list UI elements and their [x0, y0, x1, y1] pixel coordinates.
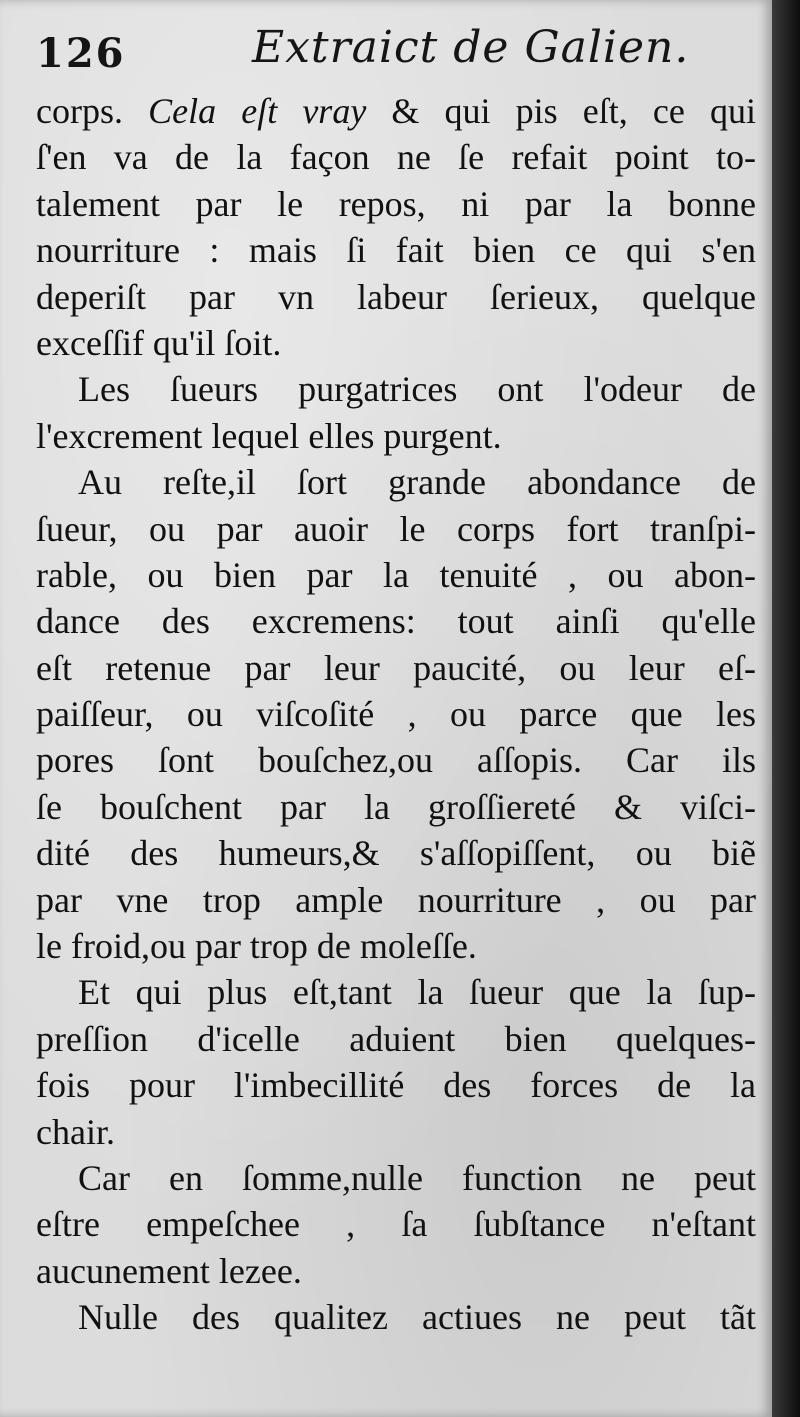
text-line [36, 923, 756, 969]
text-segment: eſt retenue par leur paucité, ou leur eſ- [36, 647, 756, 688]
text-line [36, 737, 756, 783]
text-segment: dance des excremens: tout ainſi qu'elle [36, 601, 756, 642]
text-line [36, 1294, 756, 1340]
italic-segment: Cela eſt vray [148, 91, 367, 131]
text-line [36, 877, 756, 923]
text-line [36, 598, 756, 644]
text-segment: le froid,ou par trop de moleſſe. [36, 926, 477, 967]
text-segment: ſ'en va de la façon ne ſe refait point to- [36, 137, 756, 178]
text-line [36, 552, 756, 598]
text-line [36, 459, 756, 505]
text-line [36, 88, 756, 134]
text-segment: l'excrement lequel elles purgent. [36, 415, 502, 456]
text-segment: Au reſte,il ſort grande abondance de [78, 462, 756, 503]
text-line [36, 1109, 756, 1155]
text-line [36, 506, 756, 552]
text-line [36, 413, 756, 459]
text-line [36, 1248, 756, 1294]
text-segment: preſſion d'icelle aduient bien quelques- [36, 1018, 756, 1059]
text-segment: aucunement lezee. [36, 1250, 302, 1291]
body-text [36, 88, 756, 1341]
text-segment: rable, ou bien par la tenuité , ou abon- [36, 554, 756, 595]
text-line [36, 784, 756, 830]
text-segment: talement par le repos, ni par la bonne [36, 183, 756, 224]
text-segment: eſtre empeſchee , ſa ſubſtance n'eſtant [36, 1204, 756, 1245]
text-line [36, 366, 756, 412]
text-segment: corps. [36, 91, 149, 131]
text-line [36, 691, 756, 737]
text-segment: Car en ſomme,nulle function ne peut [78, 1157, 756, 1198]
text-segment: chair. [36, 1111, 115, 1152]
text-line [36, 1201, 756, 1247]
running-head [30, 14, 750, 84]
text-segment: dité des humeurs,& s'aſſopiſſent, ou biẽ [36, 833, 756, 874]
text-line [36, 227, 756, 273]
text-segment: paiſſeur, ou viſcoſité , ou parce que les [36, 694, 756, 735]
book-gutter [772, 0, 800, 1417]
text-line [36, 645, 756, 691]
text-line [36, 320, 756, 366]
text-segment: Et qui plus eſt,tant la ſueur que la ſup- [78, 972, 756, 1013]
text-line [36, 1062, 756, 1108]
text-segment: nourriture : mais ſi fait bien ce qui s'en [36, 230, 756, 271]
text-segment: fois pour l'imbecillité des forces de la [36, 1065, 756, 1106]
page-number: 126 [36, 30, 126, 77]
text-segment: & qui pis eſt, ce qui [366, 91, 756, 131]
text-segment: Nulle des qualitez actiues ne peut tãt [78, 1297, 756, 1338]
text-line [36, 830, 756, 876]
text-segment: Les ſueurs purgatrices ont l'odeur de [78, 369, 756, 410]
text-segment: ſueur, ou par auoir le corps fort tranſpi- [36, 508, 756, 549]
text-line [36, 181, 756, 227]
text-line [36, 1155, 756, 1201]
running-title: Extraict de Galien. [252, 22, 690, 73]
text-line [36, 1016, 756, 1062]
text-segment: deperiſt par vn labeur ſerieux, quelque [36, 276, 756, 317]
text-line [36, 274, 756, 320]
text-line [36, 969, 756, 1015]
text-line [36, 134, 756, 180]
text-segment: pores ſont bouſchez,ou aſſopis. Car ils [36, 740, 756, 781]
text-segment: ſe bouſchent par la groſſiereté & viſci- [36, 786, 756, 827]
text-segment: exceſſif qu'il ſoit. [36, 322, 282, 363]
text-segment: par vne trop ample nourriture , ou par [36, 879, 756, 920]
